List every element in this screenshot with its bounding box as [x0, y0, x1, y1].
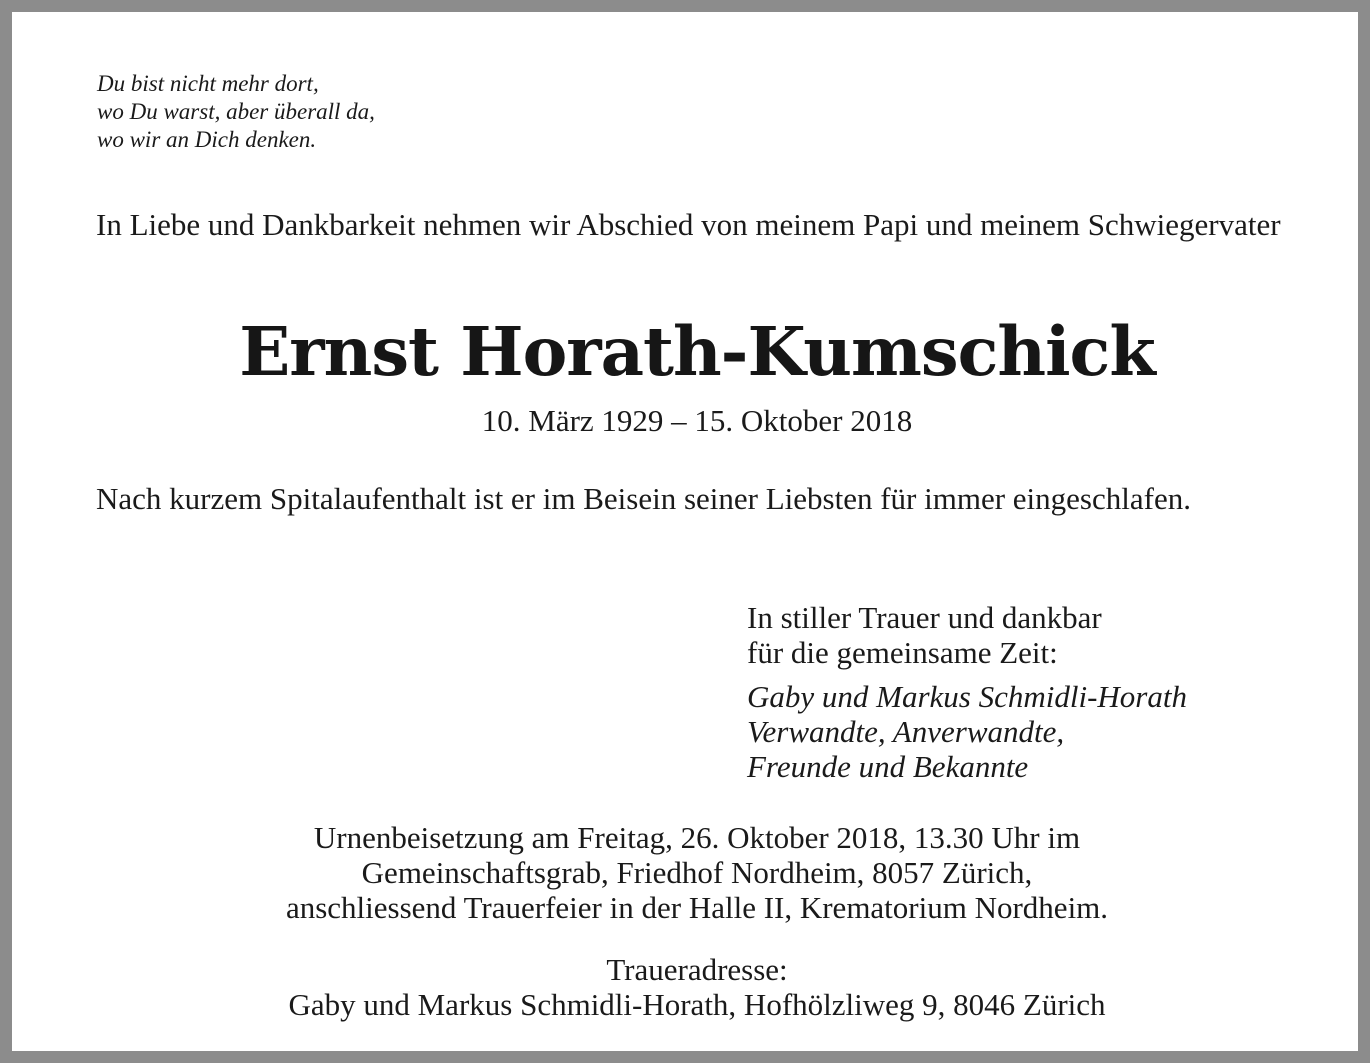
deceased-name: Ernst Horath-Kumschick	[239, 312, 1155, 391]
mourners-heading-line: für die gemeinsame Zeit:	[747, 635, 1058, 670]
poem-line: Du bist nicht mehr dort,	[97, 71, 319, 96]
intro-paragraph: In Liebe und Dankbarkeit nehmen wir Abschied von meinem Papi und meinem Schwiegervater	[96, 207, 1281, 242]
mourner-name: Freunde und Bekannte	[747, 749, 1029, 784]
mourner-name: Verwandte, Anverwandte,	[747, 714, 1065, 749]
service-line: Urnenbeisetzung am Freitag, 26. Oktober 2018, 13.30 Uhr im	[313, 820, 1081, 855]
address-label: Traueradresse:	[606, 952, 788, 987]
mourner-name: Gaby und Markus Schmidli-Horath	[747, 679, 1187, 714]
service-line: anschliessend Trauerfeier in der Halle II, Krematorium Nordheim.	[285, 890, 1109, 925]
mourners-block	[747, 600, 1307, 784]
poem-line: wo wir an Dich denken.	[97, 127, 317, 152]
service-line: Gemeinschaftsgrab, Friedhof Nordheim, 8057 Zürich,	[361, 855, 1033, 890]
mourners-spacer	[747, 670, 1307, 679]
address-line: Gaby und Markus Schmidli-Horath, Hofhölzliweg 9, 8046 Zürich	[288, 987, 1106, 1022]
passing-paragraph: Nach kurzem Spitalaufenthalt ist er im Beisein seiner Liebsten für immer eingeschlafen.	[96, 481, 1191, 516]
service-details	[12, 820, 1370, 925]
mourners-heading-line: In stiller Trauer und dankbar	[747, 600, 1102, 635]
poem-line: wo Du warst, aber überall da,	[97, 99, 375, 124]
memorial-poem	[97, 70, 375, 154]
mourning-address	[12, 952, 1370, 1022]
life-dates: 10. März 1929 – 15. Oktober 2018	[481, 403, 913, 438]
